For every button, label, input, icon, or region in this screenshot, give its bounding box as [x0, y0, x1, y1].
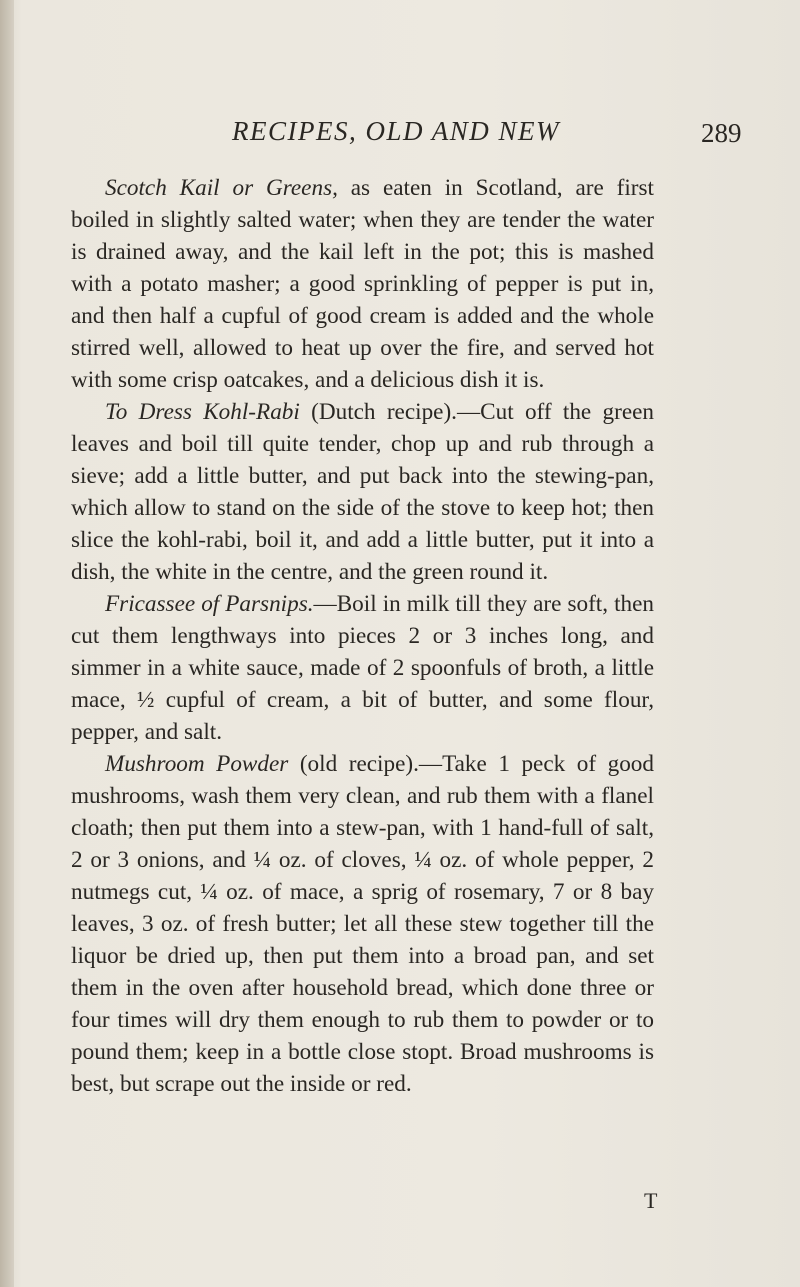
recipe-kohl-rabi [71, 396, 654, 588]
recipe-title: Mushroom Powder [105, 751, 289, 777]
page-number: 289 [701, 118, 742, 148]
signature-mark: T [644, 1188, 658, 1213]
recipe-body: —Boil in milk till they are soft, then cut them lengthways into pieces 2 or 3 inches long, and simmer in a white sauce, made of 2 spoonfuls of broth, a little mace, ½ cupful of cream, a bit of butter, and some flour, pepper, and salt. [71, 591, 654, 745]
recipe-body: (Dutch recipe).—Cut off the green leaves and boil till quite tender, chop up and rub through a sieve; add a little butter, and put back into the stewing-pan, which allow to stand on the side of the stove to keep hot; then slice the kohl-rabi, boil it, and add a little butter, put it into a dish, the white in the centre, and the green round it. [71, 399, 655, 585]
recipe-scotch-kail [71, 172, 654, 396]
recipe-title: Scotch Kail or Greens, [105, 175, 338, 201]
recipe-mushroom-powder [71, 748, 654, 1100]
running-title: RECIPES, OLD AND NEW [232, 116, 560, 146]
page-gutter-shadow [0, 0, 14, 1287]
recipe-body: (old recipe).—Take 1 peck of good mushrooms, wash them very clean, and rub them with a flanel cloath; then put them into a stew-pan, with 1 hand-full of salt, 2 or 3 onions, and ¼ oz. of cloves, ¼ oz. of whole pepper, 2 nutmegs cut, ¼ oz. of mace, a sprig of rosemary, 7 or 8 bay leaves, 3 oz. of fresh butter; let all these stew together till the liquor be dried up, then put them into a broad pan, and set them in the oven after household bread, which done three or four times will dry them enough to rub them to powder or to pound them; keep in a bottle close stopt. Broad mushrooms is best, but scrape out the inside or red. [71, 751, 654, 1097]
recipe-parsnips [71, 588, 654, 748]
recipe-title: To Dress Kohl-Rabi [105, 399, 300, 425]
recipe-body: as eaten in Scotland, are first boiled in slightly salted water; when they are tender the water is drained away, and the kail left in the pot; this is mashed with a potato masher; a good sprinkling of pepper is put in, and then half a cupful of good cream is added and the whole stirred well, allowed to heat up over the fire, and served hot with some crisp oatcakes, and a delicious dish it is. [71, 175, 654, 393]
recipe-text-body [71, 172, 654, 1100]
recipe-title: Fricassee of Parsnips. [105, 591, 314, 617]
